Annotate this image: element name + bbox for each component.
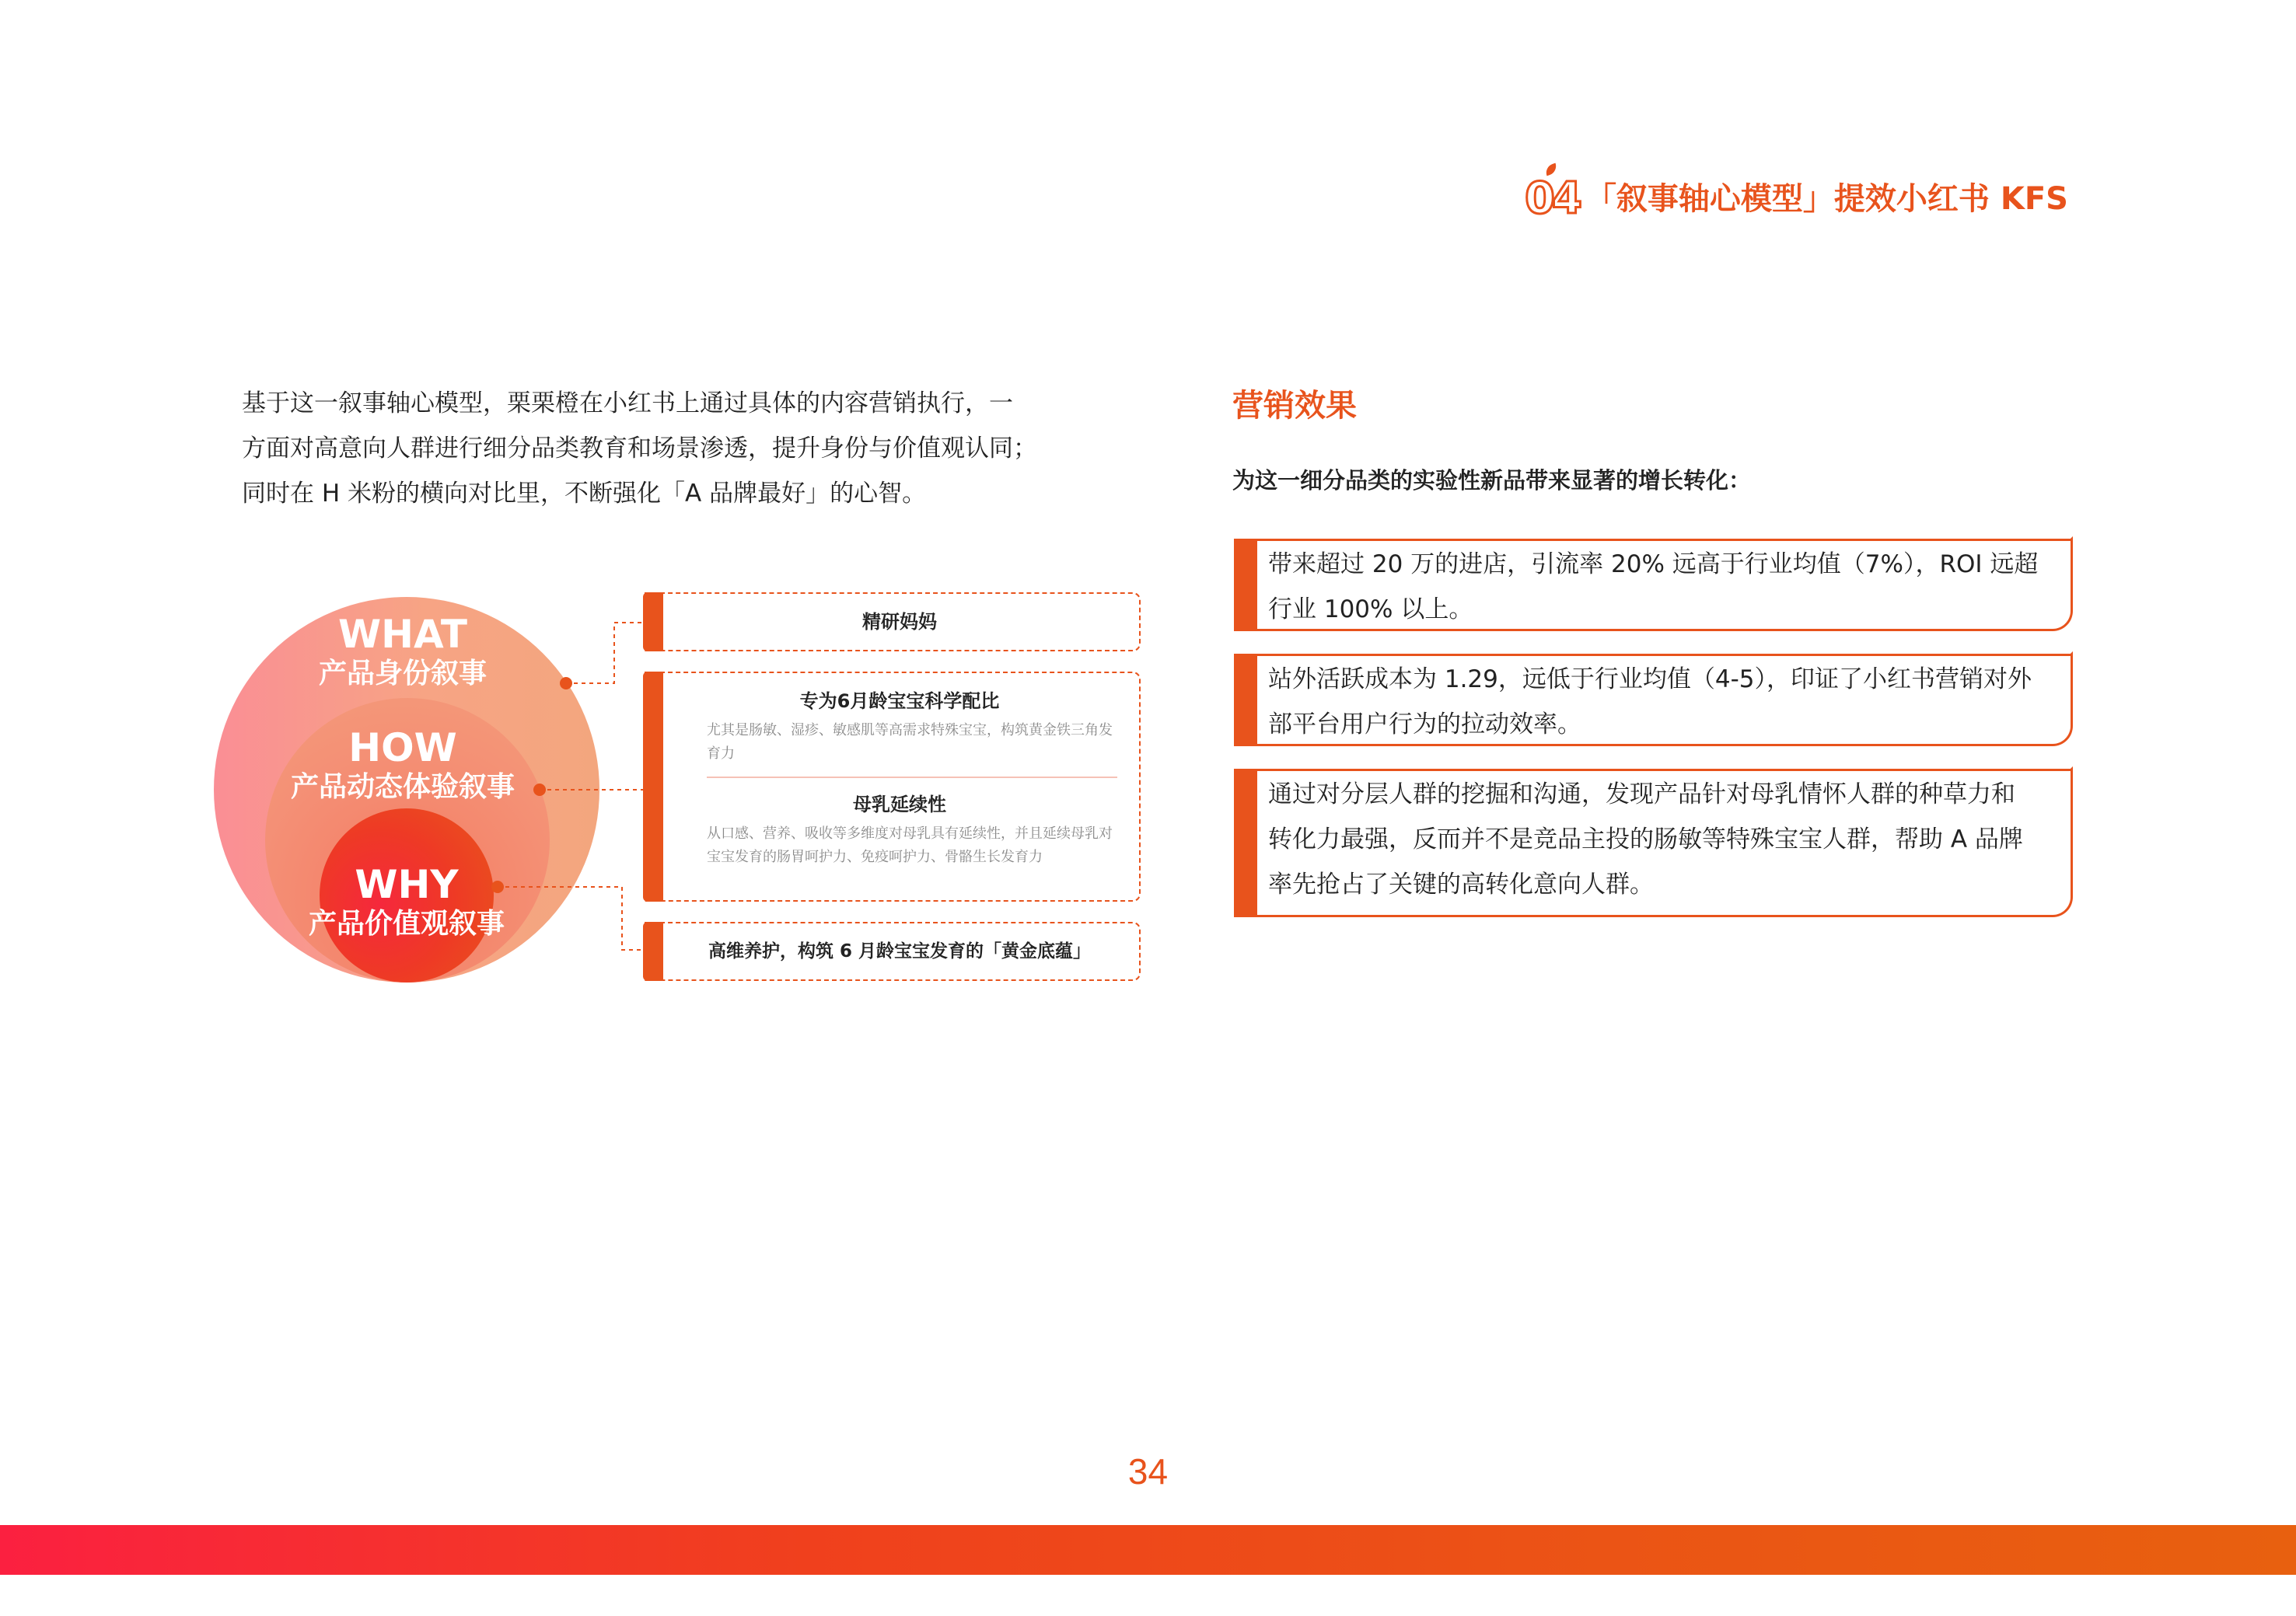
result-card-line: 通过对分层人群的挖掘和沟通，发现产品针对母乳情怀人群的种草力和 bbox=[1268, 780, 2015, 808]
what-title: WHAT bbox=[338, 612, 467, 657]
how-item1-desc: 尤其是肠敏、湿疹、敏感肌等高需求特殊宝宝，构筑黄金铁三角发育力 bbox=[707, 722, 1113, 762]
how-item2-title: 母乳延续性 bbox=[853, 794, 946, 815]
why-dot bbox=[491, 881, 504, 893]
results-title: 营销效果 bbox=[1232, 388, 1357, 424]
result-card-text bbox=[1234, 769, 2071, 910]
intro-line: 方面对高意向人群进行细分品类教育和场景渗透，提升身份与价值观认同； bbox=[242, 435, 1037, 462]
page-number: 34 bbox=[1127, 1451, 1169, 1492]
result-card bbox=[1234, 766, 2073, 917]
what-box-title: 精研妈妈 bbox=[862, 611, 937, 633]
result-card-text bbox=[1234, 654, 2071, 750]
result-card bbox=[1234, 536, 2073, 631]
how-subtitle: 产品动态体验叙事 bbox=[290, 771, 515, 803]
connector-what bbox=[566, 623, 645, 683]
why-title: WHY bbox=[355, 862, 459, 907]
result-card-line: 站外活跃成本为 1.29，远低于行业均值（4-5），印证了小红书营销对外 bbox=[1268, 665, 2032, 693]
how-dot bbox=[533, 784, 546, 796]
result-card-line: 行业 100% 以上。 bbox=[1268, 595, 1473, 623]
how-title: HOW bbox=[348, 725, 457, 770]
why-box bbox=[645, 922, 1141, 981]
how-item2-desc: 从口感、营养、吸收等多维度对母乳具有延续性，并且延续母乳对宝宝发育的肠胃呵护力、免疫呵护力、骨骼生长发育力 bbox=[707, 825, 1113, 865]
result-card bbox=[1234, 651, 2073, 746]
why-subtitle: 产品价值观叙事 bbox=[308, 908, 505, 940]
section-title: 「叙事轴心模型」提效小红书 KFS bbox=[1585, 181, 2068, 217]
result-card-line: 率先抢占了关键的高转化意向人群。 bbox=[1268, 871, 1654, 899]
result-card-line: 转化力最强，反而并不是竞品主投的肠敏等特殊宝宝人群，帮助 A 品牌 bbox=[1268, 825, 2023, 853]
result-card-line: 带来超过 20 万的进店，引流率 20% 远高于行业均值（7%），ROI 远超 bbox=[1268, 550, 2039, 578]
connector-why bbox=[498, 887, 645, 950]
footer-bar bbox=[0, 1525, 2296, 1575]
what-box bbox=[645, 592, 1141, 651]
chapter-number-text: 04 bbox=[1525, 173, 1579, 224]
what-dot bbox=[560, 677, 572, 689]
what-subtitle: 产品身份叙事 bbox=[318, 658, 487, 689]
results-subtitle: 为这一细分品类的实验性新品带来显著的增长转化： bbox=[1232, 467, 1752, 494]
why-box-title: 高维养护，构筑 6 月龄宝宝发育的「黄金底蕴」 bbox=[708, 941, 1092, 962]
intro-line: 同时在 H 米粉的横向对比里，不断强化「A 品牌最好」的心智。 bbox=[242, 480, 927, 508]
how-box bbox=[645, 672, 1141, 902]
result-card-text bbox=[1234, 539, 2071, 635]
how-item1-title: 专为6月龄宝宝科学配比 bbox=[799, 690, 1000, 712]
intro-line: 基于这一叙事轴心模型，栗栗橙在小红书上通过具体的内容营销执行，一 bbox=[242, 389, 1013, 417]
result-card-line: 部平台用户行为的拉动效率。 bbox=[1268, 710, 1581, 738]
divider bbox=[707, 777, 1117, 778]
